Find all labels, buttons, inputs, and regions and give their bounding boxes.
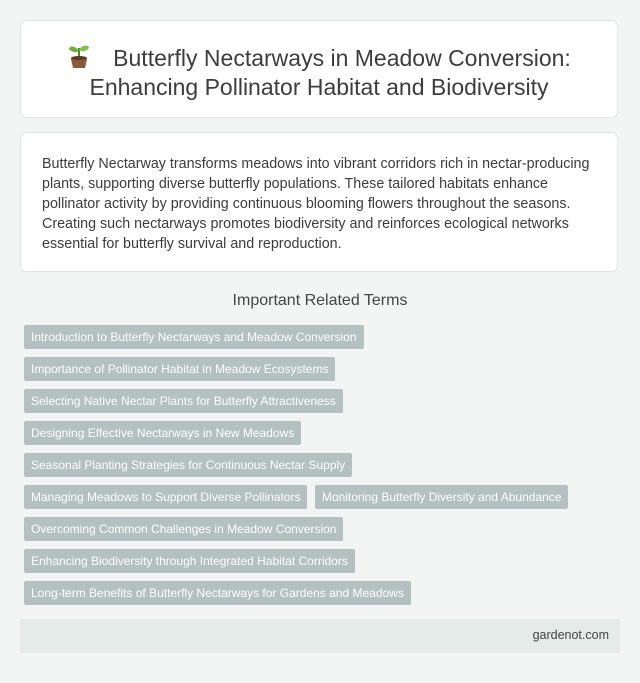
title-card	[20, 20, 618, 118]
sprout-icon	[67, 43, 91, 69]
description-text: Butterfly Nectarway transforms meadows into vibrant corridors rich in nectar-producing plants, supporting diverse butterfly populations. These tailored habitats enhance pollinator activity by providing continuous blooming flowers throughout the seasons. Creating such nectarways promotes biodiversity and reinforces ecological networks essential for butterfly survival and reproduction.	[42, 156, 590, 252]
related-term-tag[interactable]: Designing Effective Nectarways in New Meadows	[24, 421, 301, 445]
page-title	[21, 43, 617, 102]
related-terms-heading: Important Related Terms	[232, 292, 408, 309]
related-term-tag[interactable]: Monitoring Butterfly Diversity and Abundance	[315, 485, 568, 509]
related-term-tag[interactable]: Importance of Pollinator Habitat in Meadow Ecosystems	[24, 357, 335, 381]
title-line-1	[21, 43, 617, 73]
footer	[20, 619, 620, 653]
related-term-tag[interactable]: Overcoming Common Challenges in Meadow Conversion	[24, 517, 343, 541]
related-term-tag[interactable]: Seasonal Planting Strategies for Continuous Nectar Supply	[24, 453, 352, 477]
related-term-tag[interactable]: Selecting Native Nectar Plants for Butterfly Attractiveness	[24, 389, 343, 413]
footer-site-link[interactable]: gardenot.com	[532, 628, 609, 642]
related-term-tag[interactable]: Enhancing Biodiversity through Integrated Habitat Corridors	[24, 549, 355, 573]
title-line-2: Enhancing Pollinator Habitat and Biodiversity	[89, 74, 549, 100]
related-term-tag[interactable]: Long-term Benefits of Butterfly Nectarways for Gardens and Meadows	[24, 581, 411, 605]
related-term-tag[interactable]: Managing Meadows to Support Diverse Pollinators	[24, 485, 307, 509]
description-card	[20, 132, 618, 272]
related-term-tag[interactable]: Introduction to Butterfly Nectarways and Meadow Conversion	[24, 325, 364, 349]
title-line-1-text: Butterfly Nectarways in Meadow Conversion:	[113, 45, 571, 71]
